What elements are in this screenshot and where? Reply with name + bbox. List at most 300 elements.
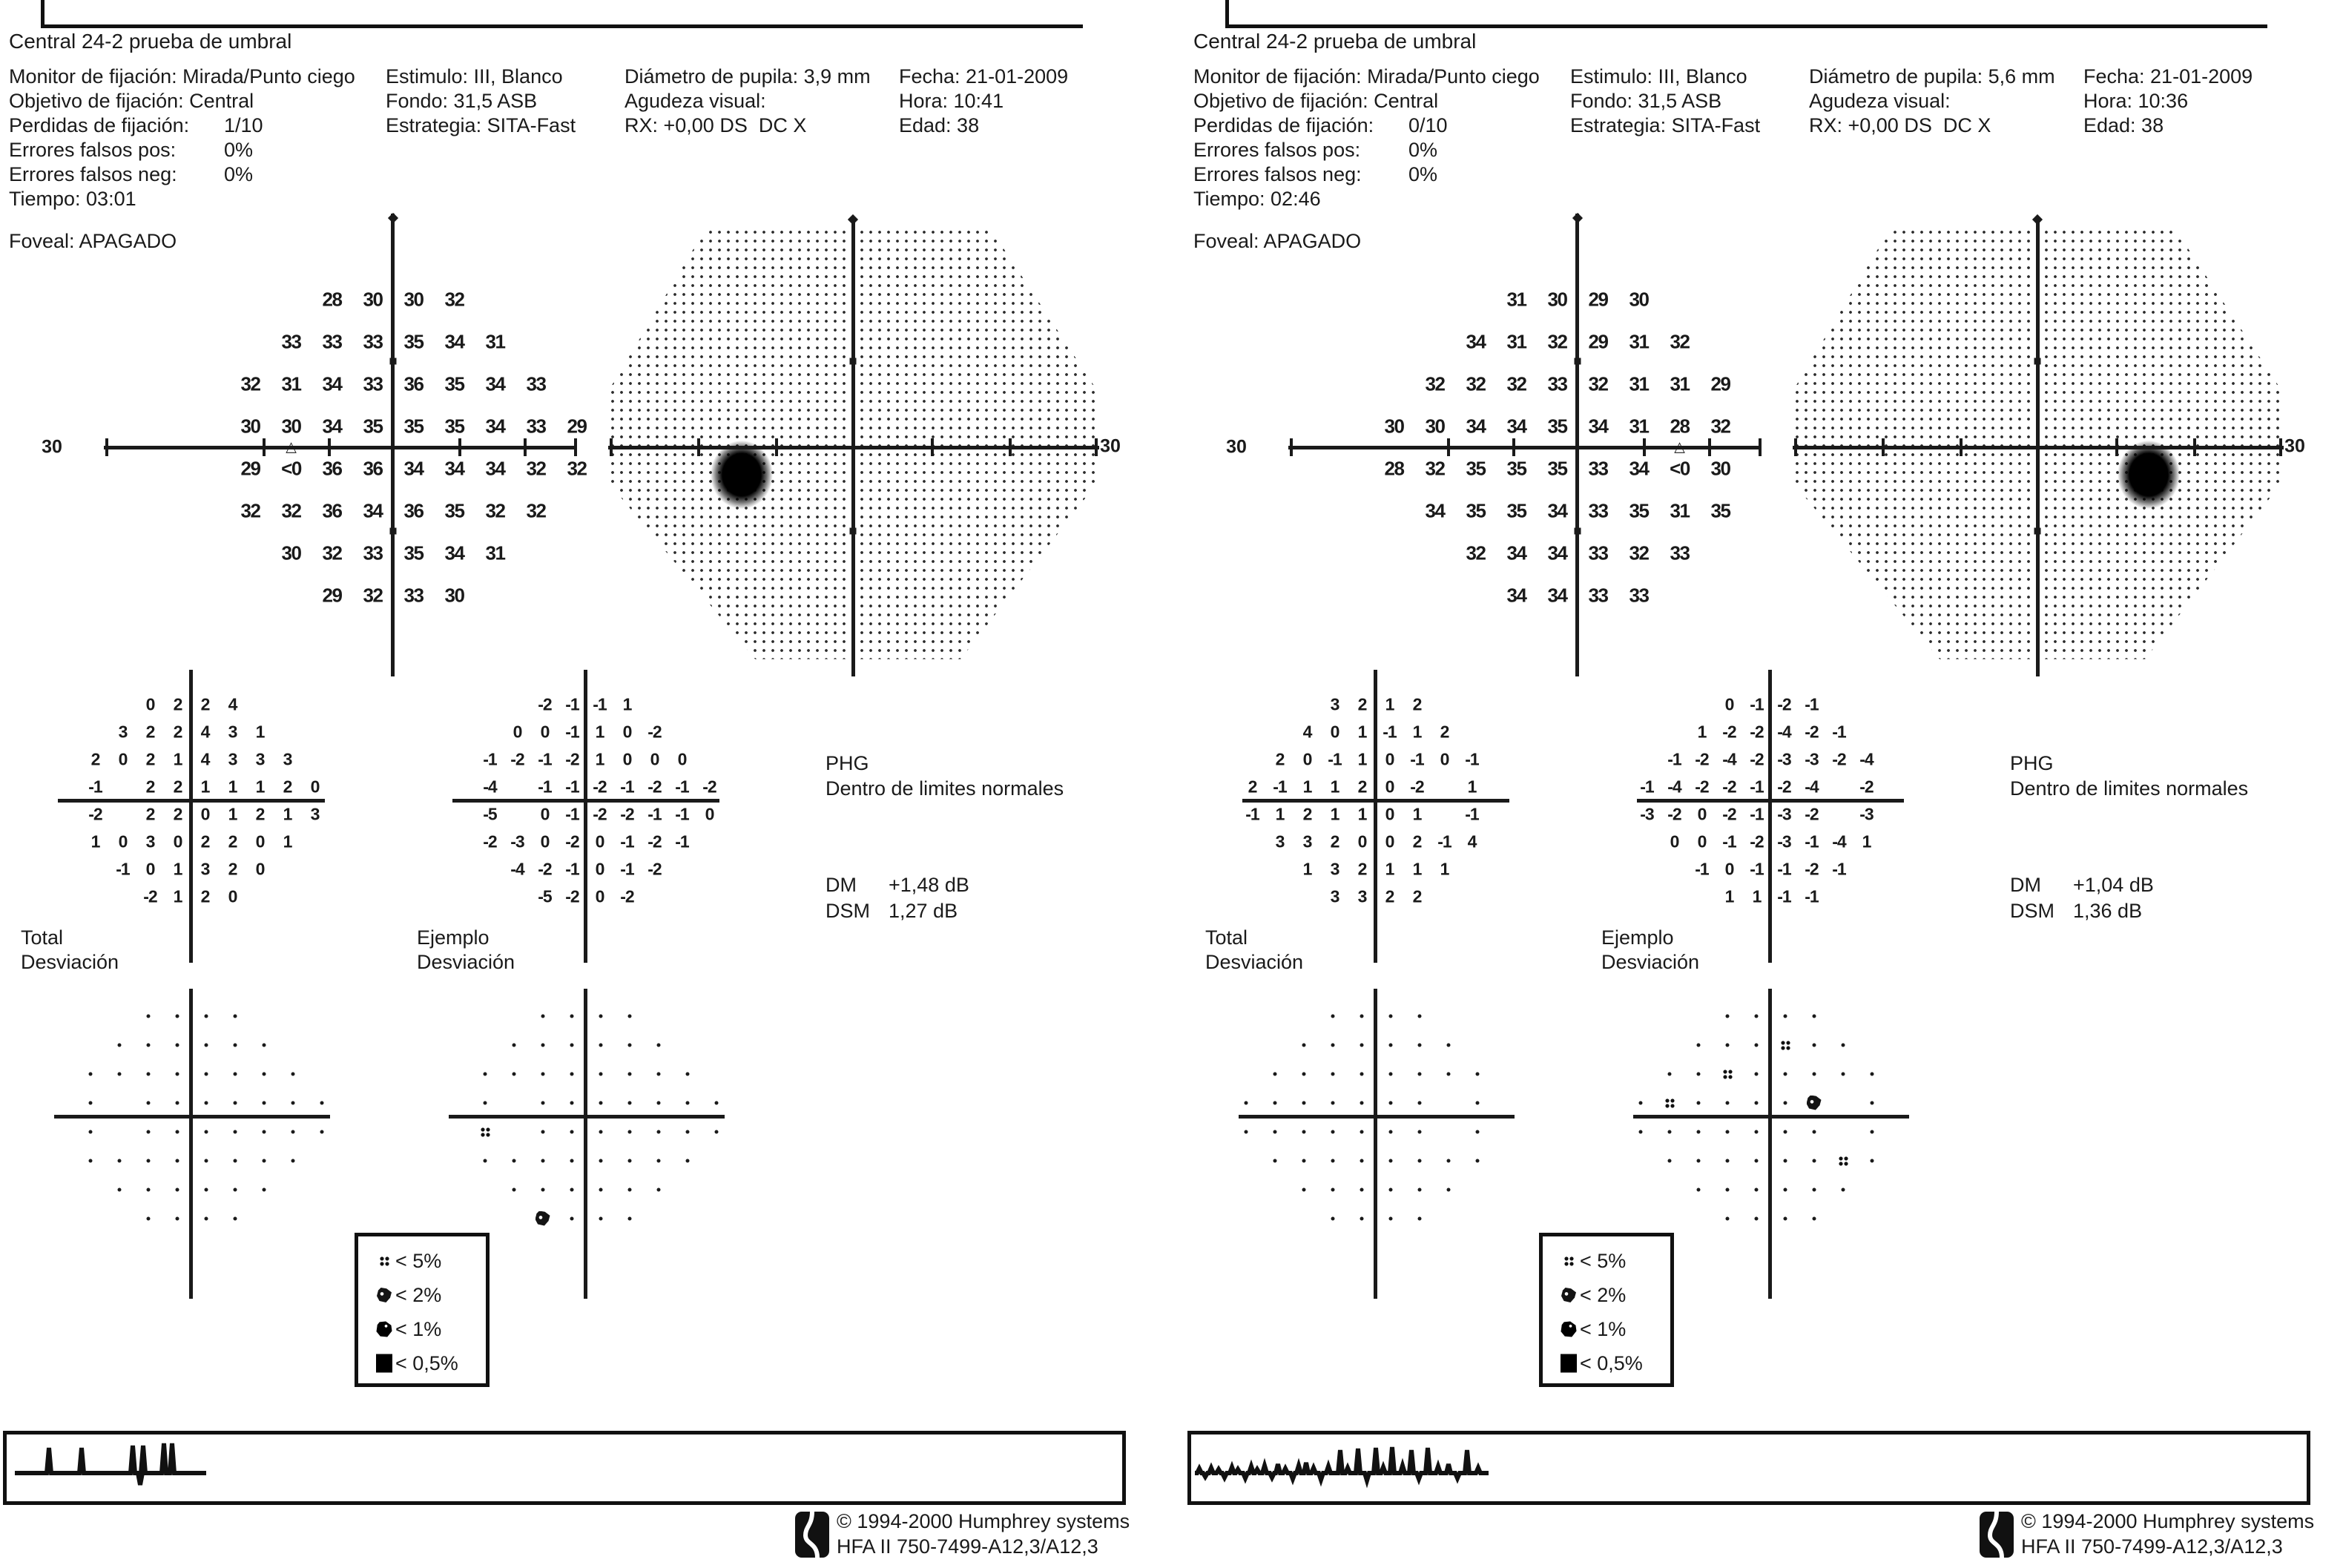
pattern-prob-point <box>1754 1072 1758 1075</box>
total-label-line1: Total <box>21 926 64 949</box>
plot-axis-line <box>584 989 587 1299</box>
legend-row <box>373 1284 441 1306</box>
pattern-prob-point <box>1870 1072 1874 1075</box>
pattern-deviation-value: -2 <box>593 804 607 823</box>
threshold-value: 33 <box>363 330 383 352</box>
pattern-prob-point <box>1664 1098 1674 1107</box>
total-deviation-value: 1 <box>1412 804 1422 823</box>
pattern-deviation-value: -2 <box>1722 722 1736 741</box>
total-deviation-value: 1 <box>200 777 210 796</box>
total-deviation-value: -2 <box>143 886 157 906</box>
threshold-value: 35 <box>1506 499 1526 521</box>
legend-row <box>1558 1318 1626 1340</box>
total-prob-point <box>146 1072 150 1075</box>
pattern-prob-point <box>1725 1216 1729 1220</box>
pattern-deviation-value: -1 <box>620 831 634 851</box>
pattern-prob-point <box>541 1043 544 1047</box>
total-prob-point <box>291 1101 294 1104</box>
threshold-value: 32 <box>1425 457 1445 479</box>
pattern-deviation-value: -2 <box>702 777 716 796</box>
pattern-deviation-value: -1 <box>538 777 552 796</box>
pattern-prob-point <box>627 1014 631 1018</box>
pattern-prob-point <box>1725 1159 1729 1162</box>
total-deviation-value: 2 <box>200 831 210 851</box>
pattern-prob-point <box>1780 1040 1790 1050</box>
pattern-prob-point <box>570 1159 573 1162</box>
total-prob-point <box>233 1072 237 1075</box>
pattern-deviation-value: -2 <box>1859 777 1874 796</box>
pattern-deviation-value: -2 <box>1722 777 1736 796</box>
total-deviation-value: 3 <box>1275 831 1285 851</box>
pattern-prob-point <box>1754 1159 1758 1162</box>
total-deviation-value: 3 <box>145 831 155 851</box>
threshold-value: 34 <box>1466 330 1486 352</box>
pattern-deviation-value: 1 <box>595 749 604 768</box>
pattern-deviation-value: 0 <box>595 831 604 851</box>
threshold-value: 29 <box>322 584 342 606</box>
dsm-label: DSM <box>826 900 870 922</box>
threshold-value: 35 <box>363 415 383 437</box>
header-field: Diámetro de pupila: 5,6 mm <box>1809 65 2055 88</box>
threshold-value: 31 <box>281 372 301 395</box>
total-prob-point <box>146 1159 150 1162</box>
total-prob-point <box>1417 1187 1421 1191</box>
total-deviation-value: 1 <box>173 859 182 878</box>
threshold-value: 30 <box>240 415 260 437</box>
axis-tick <box>328 438 331 456</box>
total-prob-point <box>1417 1159 1421 1162</box>
pattern-prob-point <box>656 1043 660 1047</box>
threshold-value: 35 <box>403 541 424 564</box>
total-prob-point <box>1446 1187 1450 1191</box>
blind-spot-triangle-icon: △ <box>1674 439 1685 455</box>
threshold-value: 35 <box>444 415 464 437</box>
pattern-deviation-value: 0 <box>622 722 632 741</box>
threshold-value: 32 <box>363 584 383 606</box>
pattern-deviation-value: -2 <box>538 694 552 714</box>
pattern-prob-point <box>1812 1159 1816 1162</box>
total-prob-point <box>1360 1101 1363 1104</box>
meridian-tick <box>2034 358 2041 365</box>
header-field-value: 0% <box>224 163 254 185</box>
threshold-value: 36 <box>363 457 383 479</box>
pattern-deviation-value: 0 <box>540 804 550 823</box>
pattern-deviation-value: -1 <box>1750 804 1764 823</box>
pattern-deviation-value: -1 <box>565 694 579 714</box>
total-prob-point <box>1360 1043 1363 1047</box>
axis-arrow-mark <box>2032 214 2043 225</box>
pattern-deviation-value: -4 <box>1832 831 1846 851</box>
pattern-deviation-value: -1 <box>620 859 634 878</box>
pattern-prob-point <box>1696 1043 1700 1047</box>
threshold-value: 35 <box>1506 457 1526 479</box>
total-deviation-value: 0 <box>200 804 210 823</box>
pattern-prob-point <box>1725 1014 1729 1018</box>
pattern-deviation-value: -2 <box>620 804 634 823</box>
total-label-line2: Desviación <box>1205 951 1304 973</box>
total-deviation-value: 4 <box>200 722 210 741</box>
pattern-label-line1: Ejemplo <box>417 926 490 949</box>
prob-lt1-icon <box>1558 1319 1580 1340</box>
pattern-prob-point <box>1696 1130 1700 1133</box>
total-prob-point <box>1388 1130 1392 1133</box>
total-prob-point <box>1331 1043 1334 1047</box>
total-deviation-value: 2 <box>173 722 182 741</box>
header-field: Hora: 10:36 <box>2083 90 2189 112</box>
legend-label: < 1% <box>395 1317 442 1340</box>
pattern-deviation-value: 0 <box>1697 804 1707 823</box>
pattern-deviation-value: -1 <box>1805 831 1819 851</box>
foveal-status: Foveal: APAGADO <box>9 230 177 252</box>
plot-axis-line <box>1288 446 1762 449</box>
pattern-prob-point <box>627 1072 631 1075</box>
axis-tick <box>1290 438 1293 456</box>
total-deviation-value: 2 <box>1412 831 1422 851</box>
threshold-value: 31 <box>1670 372 1690 395</box>
pattern-deviation-value: -3 <box>510 831 524 851</box>
threshold-value: 28 <box>1384 457 1404 479</box>
total-deviation-value: 0 <box>1385 804 1394 823</box>
axis-tick <box>105 438 108 456</box>
total-deviation-value: 3 <box>1330 694 1339 714</box>
threshold-value: 34 <box>1506 541 1526 564</box>
pattern-prob-point <box>1667 1159 1671 1162</box>
pattern-prob-point <box>685 1101 689 1104</box>
total-deviation-value: 0 <box>255 831 265 851</box>
total-prob-point <box>1331 1130 1334 1133</box>
total-deviation-value: 1 <box>228 777 237 796</box>
total-prob-point <box>1360 1014 1363 1018</box>
total-deviation-value: 3 <box>228 722 237 741</box>
pattern-deviation-value: 0 <box>650 749 659 768</box>
total-deviation-value: 2 <box>1357 777 1367 796</box>
axis-tick <box>2193 438 2196 456</box>
numeric-plot-axis-label: 30 <box>42 436 62 458</box>
pattern-prob-point <box>656 1130 660 1133</box>
threshold-value: 32 <box>1670 330 1690 352</box>
threshold-value: 34 <box>322 372 342 395</box>
pattern-prob-point <box>599 1187 602 1191</box>
total-deviation-value: 1 <box>1302 859 1312 878</box>
pattern-prob-point <box>1838 1156 1848 1165</box>
plot-axis-line <box>391 214 395 676</box>
pattern-deviation-value: -1 <box>1805 694 1819 714</box>
total-prob-point <box>175 1101 179 1104</box>
threshold-value: 31 <box>1629 330 1649 352</box>
total-prob-point <box>1302 1159 1305 1162</box>
test-title: Central 24-2 prueba de umbral <box>9 30 292 53</box>
total-prob-point <box>1475 1159 1479 1162</box>
total-prob-point <box>1475 1130 1479 1133</box>
threshold-value: 34 <box>485 415 505 437</box>
phg-heading: PHG <box>826 752 869 774</box>
total-deviation-value: 0 <box>1385 831 1394 851</box>
dm-value: +1,04 dB <box>2073 874 2154 896</box>
test-title: Central 24-2 prueba de umbral <box>1193 30 1477 53</box>
header-field: Fecha: 21-01-2009 <box>2083 65 2253 88</box>
threshold-value: 29 <box>1588 330 1608 352</box>
threshold-value: 32 <box>526 499 546 521</box>
total-deviation-value: 1 <box>1302 777 1312 796</box>
total-deviation-value: 2 <box>145 777 155 796</box>
total-deviation-value: -1 <box>1328 749 1342 768</box>
threshold-value: 34 <box>444 457 464 479</box>
pattern-deviation-value: -1 <box>593 694 607 714</box>
axis-tick <box>697 438 700 456</box>
pattern-deviation-value: 1 <box>1752 886 1762 906</box>
threshold-value: 34 <box>1547 541 1567 564</box>
foveal-status: Foveal: APAGADO <box>1193 230 1362 252</box>
total-prob-point <box>146 1043 150 1047</box>
threshold-value: 32 <box>281 499 301 521</box>
pattern-deviation-value: -4 <box>483 777 497 796</box>
total-deviation-value: 1 <box>1330 777 1339 796</box>
total-deviation-value: 3 <box>1357 886 1367 906</box>
total-deviation-value: 2 <box>228 831 237 851</box>
total-prob-point <box>1302 1130 1305 1133</box>
threshold-value: 29 <box>567 415 587 437</box>
pattern-prob-point <box>483 1101 487 1104</box>
axis-tick <box>1512 438 1515 456</box>
pattern-deviation-value: -1 <box>1750 694 1764 714</box>
threshold-value: 33 <box>1588 541 1608 564</box>
pattern-prob-point <box>1638 1130 1642 1133</box>
total-prob-point <box>1273 1130 1276 1133</box>
total-deviation-value: 4 <box>1467 831 1477 851</box>
axis-tick <box>1882 438 1885 456</box>
report-panel-right-eye <box>1184 0 2343 1568</box>
total-prob-point <box>1273 1159 1276 1162</box>
pattern-deviation-value: -4 <box>1859 749 1874 768</box>
total-prob-point <box>262 1043 266 1047</box>
probability-legend <box>355 1233 490 1387</box>
header-field: Estrategia: SITA-Fast <box>1570 114 1761 136</box>
prob-lt5-icon <box>373 1251 395 1271</box>
threshold-value: <0 <box>1670 457 1690 479</box>
pattern-prob-point <box>627 1187 631 1191</box>
total-deviation-value: 2 <box>1248 777 1257 796</box>
pattern-prob-point <box>536 1211 550 1226</box>
axis-tick <box>1095 438 1098 456</box>
threshold-value: 31 <box>485 541 505 564</box>
total-deviation-value: 1 <box>173 886 182 906</box>
total-deviation-value: 0 <box>1385 777 1394 796</box>
total-deviation-value: 2 <box>145 804 155 823</box>
pattern-deviation-value: -1 <box>1777 859 1791 878</box>
pattern-prob-point <box>1696 1072 1700 1075</box>
legend-label: < 5% <box>395 1249 442 1272</box>
pattern-deviation-value: -2 <box>1695 777 1709 796</box>
pattern-prob-point <box>570 1187 573 1191</box>
total-deviation-value: 2 <box>1357 859 1367 878</box>
pattern-prob-point <box>627 1130 631 1133</box>
pattern-prob-point <box>714 1130 718 1133</box>
header-field-value: 0/10 <box>1408 114 1448 136</box>
header-field: Tiempo: 02:46 <box>1193 188 1321 210</box>
total-prob-point <box>1388 1159 1392 1162</box>
pattern-prob-point <box>1783 1216 1787 1220</box>
total-prob-point <box>175 1187 179 1191</box>
total-prob-point <box>291 1159 294 1162</box>
total-deviation-value: 1 <box>1467 777 1477 796</box>
legend-label: < 0,5% <box>1580 1351 1643 1374</box>
total-prob-point <box>175 1072 179 1075</box>
total-deviation-value: 1 <box>1412 859 1422 878</box>
pattern-deviation-value: -2 <box>1695 749 1709 768</box>
pattern-prob-point <box>570 1216 573 1220</box>
pattern-prob-point <box>599 1101 602 1104</box>
threshold-value: 33 <box>1588 584 1608 606</box>
threshold-value: 30 <box>1384 415 1404 437</box>
pattern-prob-point <box>541 1159 544 1162</box>
pattern-deviation-value: 0 <box>1724 859 1734 878</box>
total-deviation-value: 2 <box>283 777 292 796</box>
header-field-value: 1/10 <box>224 114 263 136</box>
header-field: Objetivo de fijación: Central <box>1193 90 1439 112</box>
total-deviation-value: 2 <box>145 749 155 768</box>
pattern-deviation-value: -5 <box>483 804 497 823</box>
total-prob-point <box>146 1014 150 1018</box>
threshold-value: 35 <box>1547 457 1567 479</box>
total-deviation-value: 2 <box>173 804 182 823</box>
pattern-prob-point <box>685 1159 689 1162</box>
pattern-prob-point <box>1812 1216 1816 1220</box>
total-prob-point <box>1388 1216 1392 1220</box>
pattern-deviation-value: -4 <box>1805 777 1819 796</box>
axis-tick <box>574 438 577 456</box>
axis-tick <box>1447 438 1450 456</box>
axis-tick <box>610 438 613 456</box>
pattern-prob-point <box>599 1014 602 1018</box>
pattern-prob-point <box>1722 1069 1732 1078</box>
header-field: RX: +0,00 DS DC X <box>625 114 807 136</box>
total-deviation-value: 2 <box>173 694 182 714</box>
pattern-deviation-value: -2 <box>565 749 579 768</box>
total-prob-point <box>117 1159 121 1162</box>
pattern-prob-point <box>1812 1187 1816 1191</box>
total-prob-point <box>146 1216 150 1220</box>
pattern-prob-point <box>541 1187 544 1191</box>
total-deviation-label <box>21 926 119 975</box>
total-deviation-value: 2 <box>228 859 237 878</box>
total-prob-point <box>1475 1072 1479 1075</box>
pattern-deviation-value: -2 <box>565 886 579 906</box>
pattern-label-line2: Desviación <box>417 951 515 973</box>
pattern-prob-point <box>599 1130 602 1133</box>
total-deviation-value: 2 <box>200 886 210 906</box>
pattern-prob-point <box>1696 1159 1700 1162</box>
header-field: Estimulo: III, Blanco <box>386 65 563 88</box>
total-deviation-value: 2 <box>255 804 265 823</box>
prob-lt2-icon <box>1558 1285 1580 1305</box>
total-prob-point <box>204 1014 208 1018</box>
total-prob-point <box>233 1216 237 1220</box>
gaze-tracker-trace <box>4 1434 1117 1498</box>
total-deviation-value: 0 <box>118 749 128 768</box>
threshold-value: 32 <box>240 499 260 521</box>
pattern-deviation-value: -1 <box>1640 777 1654 796</box>
prob-lt05-icon <box>373 1353 395 1374</box>
threshold-value: 34 <box>1547 499 1567 521</box>
total-deviation-value: 2 <box>90 749 100 768</box>
pattern-prob-point <box>512 1043 515 1047</box>
pattern-deviation-value: -1 <box>483 749 497 768</box>
total-deviation-value: 0 <box>145 859 155 878</box>
total-deviation-value: 1 <box>228 804 237 823</box>
header-field: Estrategia: SITA-Fast <box>386 114 576 136</box>
pattern-deviation-value: -1 <box>1750 859 1764 878</box>
header-field: Errores falsos pos: 0% <box>9 139 254 161</box>
pattern-deviation-value: -2 <box>593 777 607 796</box>
total-prob-point <box>117 1072 121 1075</box>
threshold-value: 34 <box>322 415 342 437</box>
total-deviation-value: 1 <box>173 749 182 768</box>
total-prob-point <box>1388 1187 1392 1191</box>
pattern-prob-point <box>1812 1043 1816 1047</box>
pattern-prob-point <box>541 1101 544 1104</box>
total-deviation-value: 1 <box>283 831 292 851</box>
total-deviation-value: 3 <box>200 859 210 878</box>
total-prob-point <box>1417 1072 1421 1075</box>
plot-axis-line <box>1768 670 1772 963</box>
total-prob-point <box>175 1014 179 1018</box>
total-prob-point <box>175 1159 179 1162</box>
pattern-prob-point <box>627 1216 631 1220</box>
threshold-value: 34 <box>1506 415 1526 437</box>
total-prob-point <box>1360 1072 1363 1075</box>
pattern-prob-point <box>1696 1101 1700 1104</box>
total-prob-point <box>204 1101 208 1104</box>
pattern-deviation-value: -2 <box>1805 859 1819 878</box>
probability-legend <box>1539 1233 1674 1387</box>
pattern-prob-point <box>1783 1130 1787 1133</box>
threshold-value: 28 <box>322 288 342 310</box>
total-prob-point <box>117 1187 121 1191</box>
threshold-value: 30 <box>363 288 383 310</box>
threshold-value: 31 <box>1670 499 1690 521</box>
total-prob-point <box>320 1101 323 1104</box>
pattern-deviation-value: -2 <box>1832 749 1846 768</box>
gaze-tracker-trace <box>1189 1434 2301 1498</box>
pattern-deviation-value: -3 <box>1805 749 1819 768</box>
total-deviation-value: 1 <box>1385 694 1394 714</box>
total-deviation-value: 2 <box>1302 804 1312 823</box>
pattern-prob-point <box>1725 1187 1729 1191</box>
pattern-prob-point <box>1870 1101 1874 1104</box>
total-deviation-value: 1 <box>90 831 100 851</box>
total-deviation-value: 1 <box>1357 749 1367 768</box>
header-field: Diámetro de pupila: 3,9 mm <box>625 65 871 88</box>
threshold-value: 31 <box>1506 330 1526 352</box>
total-prob-point <box>1273 1101 1276 1104</box>
pattern-prob-point <box>1754 1216 1758 1220</box>
total-prob-point <box>262 1187 266 1191</box>
pattern-deviation-value: -1 <box>1805 886 1819 906</box>
pattern-prob-point <box>1783 1101 1787 1104</box>
threshold-value: 30 <box>281 541 301 564</box>
pattern-prob-point <box>512 1187 515 1191</box>
header-field: Agudeza visual: <box>1809 90 1951 112</box>
humphrey-logo-icon <box>795 1512 829 1558</box>
total-deviation-value: 3 <box>1330 886 1339 906</box>
total-prob-point <box>1360 1159 1363 1162</box>
threshold-value: 33 <box>1670 541 1690 564</box>
pattern-deviation-value: -1 <box>620 777 634 796</box>
pattern-prob-point <box>1783 1072 1787 1075</box>
threshold-value: 31 <box>1629 415 1649 437</box>
plot-axis-line <box>189 989 193 1299</box>
header-field: Edad: 38 <box>2083 114 2164 136</box>
